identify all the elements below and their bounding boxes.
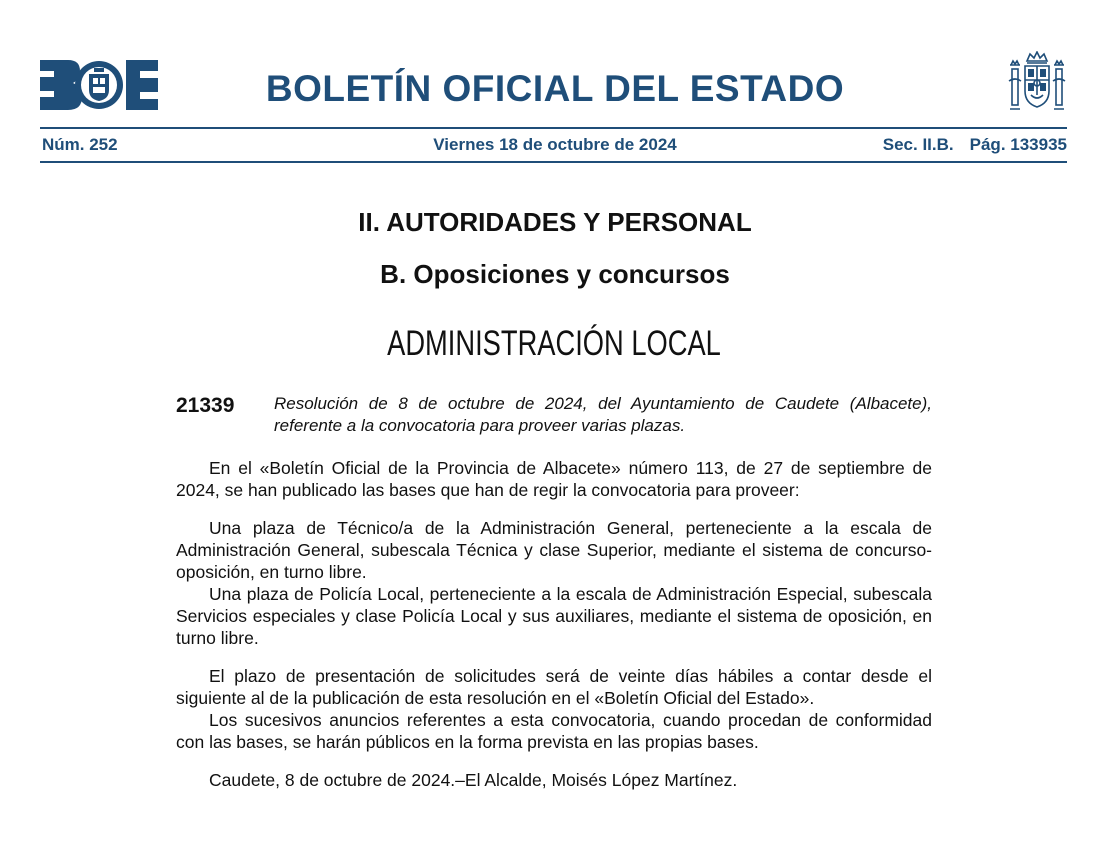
- subsection-heading: B. Oposiciones y concursos: [380, 259, 730, 289]
- body-paragraph: Una plaza de Policía Local, perteneciente a la escala de Administración Especial, subescala Servicios especiales y clase Policía Local y sus auxiliares, mediante el sistema de oposición, en turno libre.: [176, 584, 932, 648]
- section-page-info: [883, 134, 1067, 156]
- document-body: [176, 457, 932, 791]
- page-label: Pág. 133935: [969, 135, 1067, 154]
- disposition-number: 21339: [176, 394, 235, 417]
- body-paragraph: En el «Boletín Oficial de la Provincia de Albacete» número 113, de 27 de septiembre de 2024, se han publicado las bases que han de regir la convocatoria para proveer:: [176, 458, 932, 500]
- administration-heading: ADMINISTRACIÓN LOCAL: [387, 324, 721, 363]
- signature-line: Caudete, 8 de octubre de 2024.–El Alcalde, Moisés López Martínez.: [209, 770, 738, 790]
- boe-logo: [40, 60, 158, 110]
- body-paragraph: El plazo de presentación de solicitudes será de veinte días hábiles a contar desde el siguiente al de la publicación de esta resolución en el «Boletín Oficial del Estado».: [176, 666, 932, 708]
- issue-number: Núm. 252: [42, 135, 118, 154]
- masthead-title: BOLETÍN OFICIAL DEL ESTADO: [265, 68, 845, 109]
- header-bottom-rule: [40, 161, 1067, 163]
- issue-date: Viernes 18 de octubre de 2024: [433, 135, 677, 154]
- header-top-rule: [40, 127, 1067, 129]
- section-label: Sec. II.B.: [882, 135, 954, 154]
- section-heading: II. AUTORIDADES Y PERSONAL: [358, 207, 752, 237]
- body-paragraph: Una plaza de Técnico/a de la Administración General, perteneciente a la escala de Administración General, subescala Técnica y clase Superior, mediante el sistema de concurso-oposición, en turno libre.: [176, 518, 932, 582]
- page-header: [0, 0, 1102, 170]
- spain-coat-of-arms-icon: [1007, 51, 1067, 115]
- body-paragraph: Los sucesivos anuncios referentes a esta convocatoria, cuando procedan de conformidad con las bases, se harán públicos en la forma prevista en las propias bases.: [176, 710, 932, 752]
- disposition-summary: Resolución de 8 de octubre de 2024, del Ayuntamiento de Caudete (Albacete), referente a la convocatoria para proveer varias plazas.: [274, 394, 932, 435]
